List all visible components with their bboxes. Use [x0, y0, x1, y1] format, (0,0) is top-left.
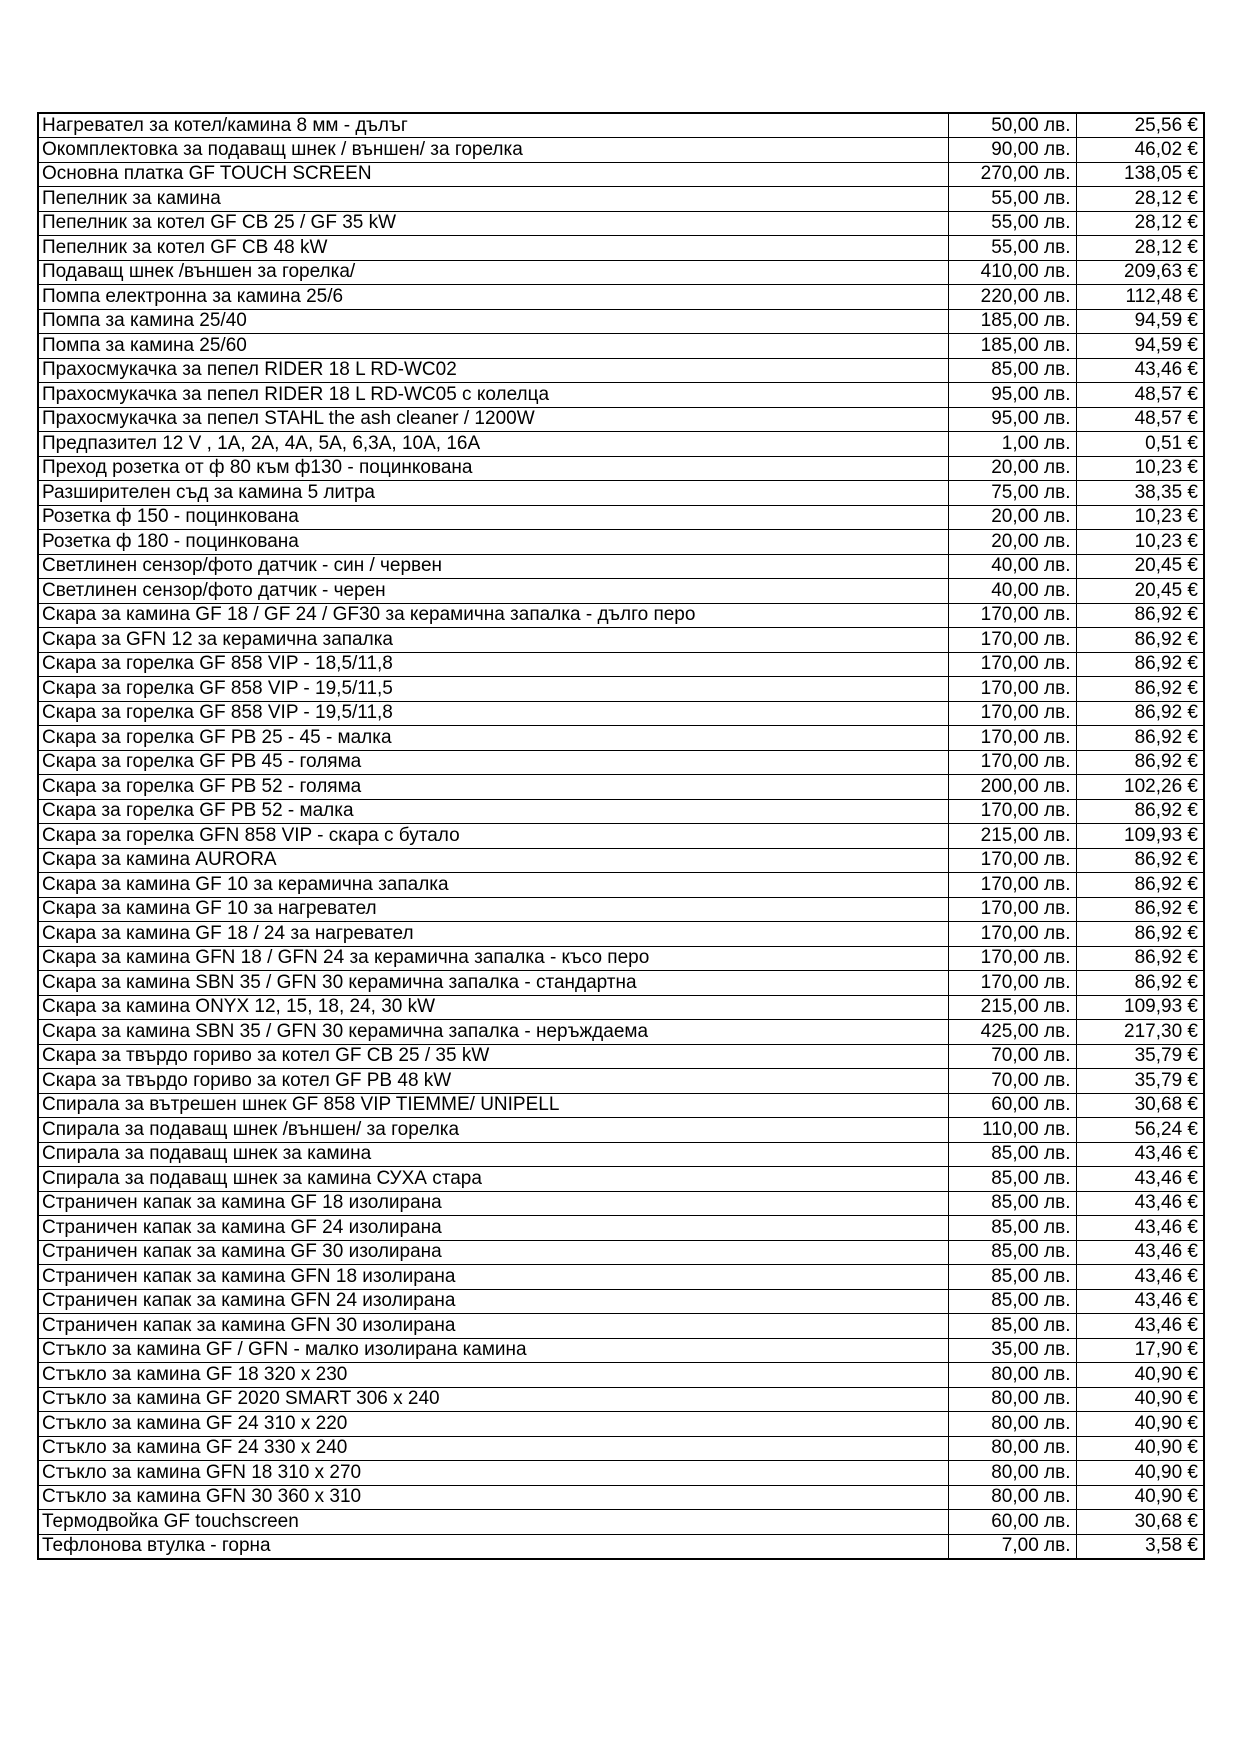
price-bgn-cell: 170,00 лв.	[948, 897, 1076, 922]
price-bgn-cell: 80,00 лв.	[948, 1485, 1076, 1510]
table-row	[38, 113, 1204, 138]
price-eur-cell: 102,26 €	[1076, 775, 1204, 800]
product-name-cell: Помпа за камина 25/60	[38, 334, 948, 359]
price-bgn-cell: 170,00 лв.	[948, 750, 1076, 775]
price-bgn-cell: 70,00 лв.	[948, 1044, 1076, 1069]
product-name-cell: Скара за горелка GF PB 52 - голяма	[38, 775, 948, 800]
price-bgn-cell: 110,00 лв.	[948, 1118, 1076, 1143]
product-name-cell: Скара за камина GF 10 за нагревател	[38, 897, 948, 922]
price-eur-cell: 48,57 €	[1076, 407, 1204, 432]
price-bgn-cell: 170,00 лв.	[948, 971, 1076, 996]
price-bgn-cell: 80,00 лв.	[948, 1461, 1076, 1486]
price-eur-cell: 86,92 €	[1076, 750, 1204, 775]
price-eur-cell: 46,02 €	[1076, 138, 1204, 163]
table-row	[38, 848, 1204, 873]
table-row	[38, 1314, 1204, 1339]
price-bgn-cell: 425,00 лв.	[948, 1020, 1076, 1045]
price-bgn-cell: 170,00 лв.	[948, 603, 1076, 628]
price-bgn-cell: 170,00 лв.	[948, 848, 1076, 873]
table-row	[38, 187, 1204, 212]
price-eur-cell: 35,79 €	[1076, 1044, 1204, 1069]
table-row	[38, 652, 1204, 677]
price-bgn-cell: 95,00 лв.	[948, 383, 1076, 408]
table-row	[38, 1167, 1204, 1192]
price-eur-cell: 86,92 €	[1076, 897, 1204, 922]
table-row	[38, 138, 1204, 163]
product-name-cell: Скара за камина GFN 18 / GFN 24 за керамична запалка - късо перо	[38, 946, 948, 971]
price-bgn-cell: 75,00 лв.	[948, 481, 1076, 506]
price-eur-cell: 43,46 €	[1076, 1289, 1204, 1314]
price-eur-cell: 94,59 €	[1076, 309, 1204, 334]
product-name-cell: Термодвойка GF touchscreen	[38, 1510, 948, 1535]
price-eur-cell: 43,46 €	[1076, 1240, 1204, 1265]
table-row	[38, 334, 1204, 359]
price-eur-cell: 40,90 €	[1076, 1436, 1204, 1461]
product-name-cell: Стъкло за камина GFN 18 310 x 270	[38, 1461, 948, 1486]
price-bgn-cell: 85,00 лв.	[948, 1216, 1076, 1241]
table-row	[38, 579, 1204, 604]
product-name-cell: Розетка ф 180 - поцинкована	[38, 530, 948, 555]
price-eur-cell: 217,30 €	[1076, 1020, 1204, 1045]
table-row	[38, 1142, 1204, 1167]
price-eur-cell: 86,92 €	[1076, 701, 1204, 726]
table-row	[38, 530, 1204, 555]
price-eur-cell: 86,92 €	[1076, 946, 1204, 971]
price-bgn-cell: 90,00 лв.	[948, 138, 1076, 163]
price-eur-cell: 86,92 €	[1076, 628, 1204, 653]
product-name-cell: Скара за камина GF 18 / GF 24 / GF30 за керамична запалка - дълго перо	[38, 603, 948, 628]
table-row	[38, 824, 1204, 849]
product-name-cell: Пепелник за камина	[38, 187, 948, 212]
price-eur-cell: 17,90 €	[1076, 1338, 1204, 1363]
table-row	[38, 481, 1204, 506]
price-bgn-cell: 1,00 лв.	[948, 432, 1076, 457]
price-bgn-cell: 170,00 лв.	[948, 873, 1076, 898]
product-name-cell: Скара за горелка GF 858 VIP - 18,5/11,8	[38, 652, 948, 677]
product-name-cell: Прахосмукачка за пепел RIDER 18 L RD-WC02	[38, 358, 948, 383]
price-bgn-cell: 220,00 лв.	[948, 285, 1076, 310]
table-row	[38, 775, 1204, 800]
product-name-cell: Страничен капак за камина GF 18 изолирана	[38, 1191, 948, 1216]
price-eur-cell: 40,90 €	[1076, 1461, 1204, 1486]
price-eur-cell: 43,46 €	[1076, 1167, 1204, 1192]
table-row	[38, 456, 1204, 481]
product-name-cell: Страничен капак за камина GF 24 изолирана	[38, 1216, 948, 1241]
table-row	[38, 1191, 1204, 1216]
product-name-cell: Прахосмукачка за пепел STAHL the ash cleaner / 1200W	[38, 407, 948, 432]
table-row	[38, 1461, 1204, 1486]
product-name-cell: Скара за камина AURORA	[38, 848, 948, 873]
table-row	[38, 873, 1204, 898]
table-row	[38, 1216, 1204, 1241]
price-eur-cell: 20,45 €	[1076, 554, 1204, 579]
product-name-cell: Скара за твърдо гориво за котел GF CB 25 / 35 kW	[38, 1044, 948, 1069]
price-eur-cell: 86,92 €	[1076, 922, 1204, 947]
price-bgn-cell: 170,00 лв.	[948, 799, 1076, 824]
table-row	[38, 922, 1204, 947]
table-row	[38, 1265, 1204, 1290]
price-bgn-cell: 40,00 лв.	[948, 554, 1076, 579]
product-name-cell: Скара за горелка GFN 858 VIP - скара с бутало	[38, 824, 948, 849]
price-eur-cell: 86,92 €	[1076, 726, 1204, 751]
price-bgn-cell: 20,00 лв.	[948, 505, 1076, 530]
product-name-cell: Скара за твърдо гориво за котел GF PB 48 kW	[38, 1069, 948, 1094]
price-eur-cell: 209,63 €	[1076, 260, 1204, 285]
price-eur-cell: 28,12 €	[1076, 236, 1204, 261]
price-bgn-cell: 85,00 лв.	[948, 1167, 1076, 1192]
product-name-cell: Стъкло за камина GF 24 310 x 220	[38, 1412, 948, 1437]
price-eur-cell: 28,12 €	[1076, 187, 1204, 212]
price-table-body	[38, 113, 1204, 1559]
product-name-cell: Скара за горелка GF PB 45 - голяма	[38, 750, 948, 775]
table-row	[38, 750, 1204, 775]
product-name-cell: Скара за камина ONYX 12, 15, 18, 24, 30 kW	[38, 995, 948, 1020]
product-name-cell: Стъкло за камина GF 18 320 x 230	[38, 1363, 948, 1388]
table-row	[38, 971, 1204, 996]
price-eur-cell: 86,92 €	[1076, 652, 1204, 677]
table-row	[38, 260, 1204, 285]
product-name-cell: Скара за камина GF 10 за керамична запалка	[38, 873, 948, 898]
price-bgn-cell: 215,00 лв.	[948, 824, 1076, 849]
price-eur-cell: 10,23 €	[1076, 530, 1204, 555]
table-row	[38, 603, 1204, 628]
product-name-cell: Скара за горелка GF PB 52 - малка	[38, 799, 948, 824]
price-bgn-cell: 40,00 лв.	[948, 579, 1076, 604]
table-row	[38, 1069, 1204, 1094]
product-name-cell: Розетка ф 150 - поцинкована	[38, 505, 948, 530]
table-row	[38, 1240, 1204, 1265]
product-name-cell: Скара за горелка GF 858 VIP - 19,5/11,5	[38, 677, 948, 702]
price-eur-cell: 109,93 €	[1076, 824, 1204, 849]
price-bgn-cell: 170,00 лв.	[948, 677, 1076, 702]
table-row	[38, 358, 1204, 383]
price-bgn-cell: 80,00 лв.	[948, 1363, 1076, 1388]
product-name-cell: Прахосмукачка за пепел RIDER 18 L RD-WC05 с колелца	[38, 383, 948, 408]
product-name-cell: Страничен капак за камина GF 30 изолирана	[38, 1240, 948, 1265]
table-row	[38, 1534, 1204, 1559]
price-eur-cell: 86,92 €	[1076, 848, 1204, 873]
price-bgn-cell: 185,00 лв.	[948, 334, 1076, 359]
product-name-cell: Светлинен сензор/фото датчик - син / червен	[38, 554, 948, 579]
table-row	[38, 162, 1204, 187]
price-bgn-cell: 7,00 лв.	[948, 1534, 1076, 1559]
price-eur-cell: 94,59 €	[1076, 334, 1204, 359]
product-name-cell: Подаващ шнек /външен за горелка/	[38, 260, 948, 285]
price-bgn-cell: 215,00 лв.	[948, 995, 1076, 1020]
price-bgn-cell: 85,00 лв.	[948, 1265, 1076, 1290]
price-bgn-cell: 95,00 лв.	[948, 407, 1076, 432]
product-name-cell: Страничен капак за камина GFN 24 изолирана	[38, 1289, 948, 1314]
product-name-cell: Скара за горелка GF 858 VIP - 19,5/11,8	[38, 701, 948, 726]
price-eur-cell: 138,05 €	[1076, 162, 1204, 187]
product-name-cell: Разширителен съд за камина 5 литра	[38, 481, 948, 506]
table-row	[38, 1485, 1204, 1510]
product-name-cell: Стъкло за камина GF / GFN - малко изолирана камина	[38, 1338, 948, 1363]
table-row	[38, 946, 1204, 971]
price-bgn-cell: 170,00 лв.	[948, 628, 1076, 653]
table-row	[38, 1412, 1204, 1437]
price-bgn-cell: 80,00 лв.	[948, 1387, 1076, 1412]
product-name-cell: Тефлонова втулка - горна	[38, 1534, 948, 1559]
table-row	[38, 236, 1204, 261]
table-row	[38, 1020, 1204, 1045]
price-bgn-cell: 60,00 лв.	[948, 1510, 1076, 1535]
table-row	[38, 995, 1204, 1020]
price-eur-cell: 3,58 €	[1076, 1534, 1204, 1559]
product-name-cell: Стъкло за камина GF 24 330 x 240	[38, 1436, 948, 1461]
price-eur-cell: 10,23 €	[1076, 505, 1204, 530]
price-bgn-cell: 170,00 лв.	[948, 652, 1076, 677]
price-bgn-cell: 50,00 лв.	[948, 113, 1076, 138]
price-eur-cell: 43,46 €	[1076, 1265, 1204, 1290]
table-row	[38, 407, 1204, 432]
table-row	[38, 1093, 1204, 1118]
price-eur-cell: 40,90 €	[1076, 1412, 1204, 1437]
price-bgn-cell: 80,00 лв.	[948, 1412, 1076, 1437]
price-eur-cell: 10,23 €	[1076, 456, 1204, 481]
price-bgn-cell: 35,00 лв.	[948, 1338, 1076, 1363]
price-bgn-cell: 20,00 лв.	[948, 456, 1076, 481]
price-bgn-cell: 80,00 лв.	[948, 1436, 1076, 1461]
table-row	[38, 1436, 1204, 1461]
product-name-cell: Скара за камина GF 18 / 24 за нагревател	[38, 922, 948, 947]
product-name-cell: Стъкло за камина GFN 30 360 x 310	[38, 1485, 948, 1510]
price-eur-cell: 86,92 €	[1076, 603, 1204, 628]
price-bgn-cell: 20,00 лв.	[948, 530, 1076, 555]
price-eur-cell: 30,68 €	[1076, 1510, 1204, 1535]
table-row	[38, 1044, 1204, 1069]
table-row	[38, 897, 1204, 922]
price-eur-cell: 43,46 €	[1076, 1191, 1204, 1216]
price-bgn-cell: 60,00 лв.	[948, 1093, 1076, 1118]
table-row	[38, 1338, 1204, 1363]
price-eur-cell: 40,90 €	[1076, 1485, 1204, 1510]
price-bgn-cell: 410,00 лв.	[948, 260, 1076, 285]
price-eur-cell: 48,57 €	[1076, 383, 1204, 408]
price-bgn-cell: 85,00 лв.	[948, 1314, 1076, 1339]
price-eur-cell: 56,24 €	[1076, 1118, 1204, 1143]
table-row	[38, 554, 1204, 579]
product-name-cell: Страничен капак за камина GFN 18 изолирана	[38, 1265, 948, 1290]
price-eur-cell: 28,12 €	[1076, 211, 1204, 236]
table-row	[38, 1363, 1204, 1388]
price-bgn-cell: 85,00 лв.	[948, 1191, 1076, 1216]
table-row	[38, 383, 1204, 408]
price-eur-cell: 86,92 €	[1076, 971, 1204, 996]
price-eur-cell: 35,79 €	[1076, 1069, 1204, 1094]
product-name-cell: Помпа за камина 25/40	[38, 309, 948, 334]
price-bgn-cell: 170,00 лв.	[948, 726, 1076, 751]
product-name-cell: Спирала за подаващ шнек /външен/ за горелка	[38, 1118, 948, 1143]
price-eur-cell: 109,93 €	[1076, 995, 1204, 1020]
table-row	[38, 726, 1204, 751]
table-row	[38, 505, 1204, 530]
price-bgn-cell: 170,00 лв.	[948, 946, 1076, 971]
table-row	[38, 799, 1204, 824]
table-row	[38, 628, 1204, 653]
product-name-cell: Стъкло за камина GF 2020 SMART 306 x 240	[38, 1387, 948, 1412]
table-row	[38, 1510, 1204, 1535]
price-bgn-cell: 170,00 лв.	[948, 701, 1076, 726]
table-row	[38, 1387, 1204, 1412]
product-name-cell: Скара за горелка GF PB 25 - 45 - малка	[38, 726, 948, 751]
product-name-cell: Спирала за подаващ шнек за камина СУХА стара	[38, 1167, 948, 1192]
price-bgn-cell: 185,00 лв.	[948, 309, 1076, 334]
product-name-cell: Светлинен сензор/фото датчик - черен	[38, 579, 948, 604]
price-bgn-cell: 85,00 лв.	[948, 1289, 1076, 1314]
price-bgn-cell: 170,00 лв.	[948, 922, 1076, 947]
price-eur-cell: 20,45 €	[1076, 579, 1204, 604]
price-bgn-cell: 55,00 лв.	[948, 211, 1076, 236]
price-eur-cell: 43,46 €	[1076, 1142, 1204, 1167]
product-name-cell: Помпа електронна за камина 25/6	[38, 285, 948, 310]
price-bgn-cell: 70,00 лв.	[948, 1069, 1076, 1094]
product-name-cell: Пепелник за котел GF CB 25 / GF 35 kW	[38, 211, 948, 236]
price-eur-cell: 43,46 €	[1076, 1216, 1204, 1241]
table-row	[38, 1289, 1204, 1314]
price-eur-cell: 86,92 €	[1076, 873, 1204, 898]
product-name-cell: Спирала за подаващ шнек за камина	[38, 1142, 948, 1167]
price-eur-cell: 86,92 €	[1076, 799, 1204, 824]
price-eur-cell: 30,68 €	[1076, 1093, 1204, 1118]
price-eur-cell: 86,92 €	[1076, 677, 1204, 702]
product-name-cell: Страничен капак за камина GFN 30 изолирана	[38, 1314, 948, 1339]
table-row	[38, 677, 1204, 702]
product-name-cell: Скара за GFN 12 за керамична запалка	[38, 628, 948, 653]
price-eur-cell: 40,90 €	[1076, 1363, 1204, 1388]
price-eur-cell: 25,56 €	[1076, 113, 1204, 138]
table-row	[38, 211, 1204, 236]
price-bgn-cell: 200,00 лв.	[948, 775, 1076, 800]
price-table	[37, 112, 1205, 1560]
price-bgn-cell: 85,00 лв.	[948, 1240, 1076, 1265]
product-name-cell: Пепелник за котел GF CB 48 kW	[38, 236, 948, 261]
product-name-cell: Скара за камина SBN 35 / GFN 30 керамична запалка - стандартна	[38, 971, 948, 996]
price-eur-cell: 43,46 €	[1076, 358, 1204, 383]
product-name-cell: Спирала за вътрешен шнек GF 858 VIP TIEMME/ UNIPELL	[38, 1093, 948, 1118]
price-bgn-cell: 270,00 лв.	[948, 162, 1076, 187]
product-name-cell: Преход розетка от ф 80 към ф130 - поцинкована	[38, 456, 948, 481]
product-name-cell: Основна платка GF TOUCH SCREEN	[38, 162, 948, 187]
price-eur-cell: 40,90 €	[1076, 1387, 1204, 1412]
product-name-cell: Окомплектовка за подаващ шнек / външен/ за горелка	[38, 138, 948, 163]
price-bgn-cell: 85,00 лв.	[948, 1142, 1076, 1167]
table-row	[38, 285, 1204, 310]
product-name-cell: Предпазител 12 V , 1A, 2A, 4A, 5A, 6,3A, 10A, 16A	[38, 432, 948, 457]
table-row	[38, 1118, 1204, 1143]
price-eur-cell: 43,46 €	[1076, 1314, 1204, 1339]
price-eur-cell: 0,51 €	[1076, 432, 1204, 457]
table-row	[38, 309, 1204, 334]
product-name-cell: Нагревател за котел/камина 8 мм - дълъг	[38, 113, 948, 138]
price-eur-cell: 112,48 €	[1076, 285, 1204, 310]
product-name-cell: Скара за камина SBN 35 / GFN 30 керамична запалка - неръждаема	[38, 1020, 948, 1045]
table-row	[38, 701, 1204, 726]
price-eur-cell: 38,35 €	[1076, 481, 1204, 506]
price-bgn-cell: 85,00 лв.	[948, 358, 1076, 383]
price-bgn-cell: 55,00 лв.	[948, 187, 1076, 212]
price-bgn-cell: 55,00 лв.	[948, 236, 1076, 261]
table-row	[38, 432, 1204, 457]
